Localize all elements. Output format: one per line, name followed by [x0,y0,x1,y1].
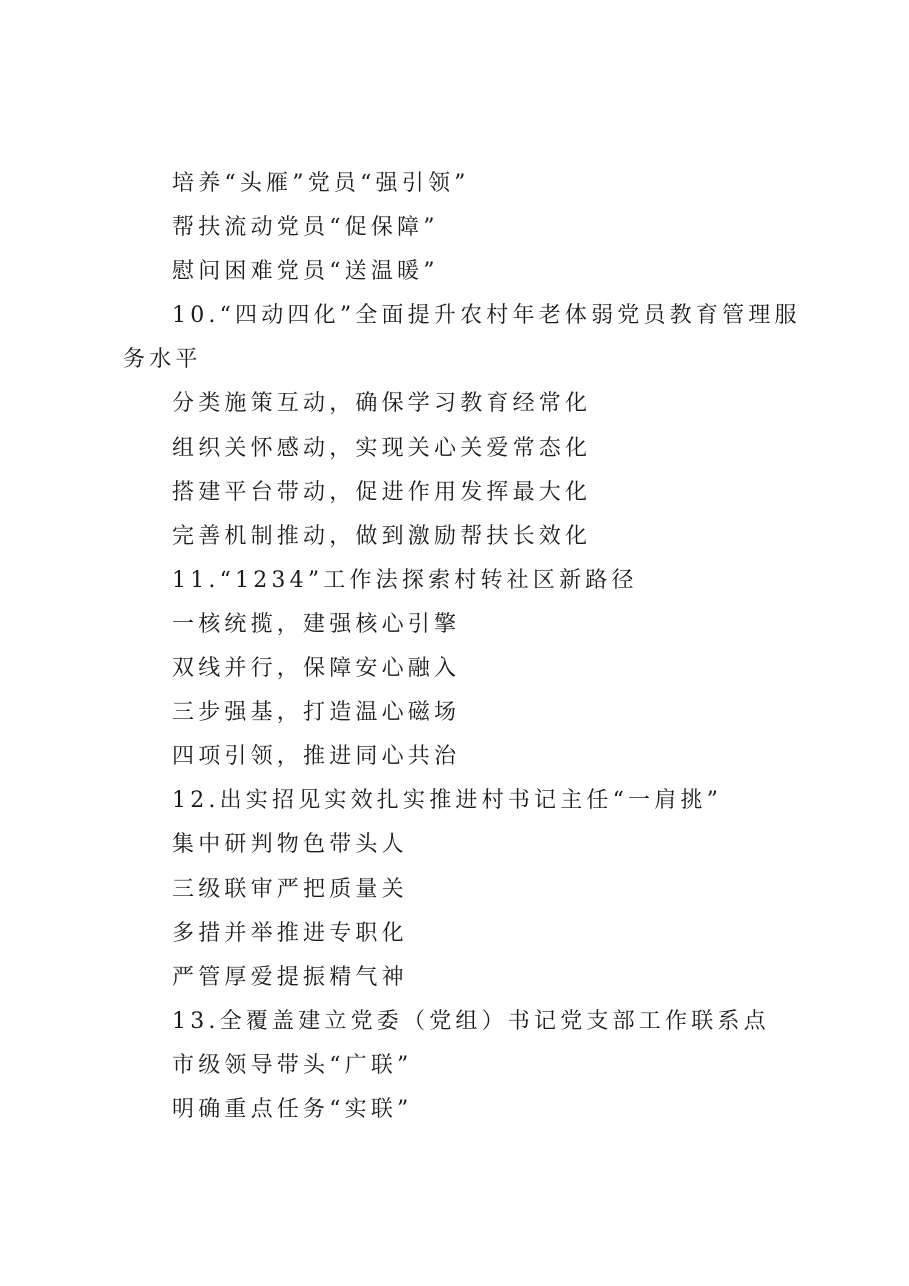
paragraph-line: 市级领导带头“广联” [172,1052,413,1078]
paragraph-line: 明确重点任务“实联” [172,1096,413,1122]
paragraph-line: 分类施策互动，确保学习教育经常化 [172,391,592,417]
paragraph-line: 多措并举推进专职化 [172,920,408,946]
section-heading: 12.出实招见实效扎实推进村书记主任“一肩挑” [172,788,723,814]
paragraph-line: 三级联审严把质量关 [172,876,408,902]
paragraph-line: 帮扶流动党员“促保障” [172,215,439,241]
paragraph-line: 严管厚爱提振精气神 [172,964,408,990]
paragraph-line: 慰问困难党员“送温暖” [172,259,439,285]
section-heading: 11.“1234”工作法探索村转社区新路径 [172,567,638,593]
paragraph-line: 组织关怀感动，实现关心关爱常态化 [172,435,592,461]
paragraph-line: 培养“头雁”党员“强引领” [172,171,470,196]
paragraph-line: 双线并行，保障安心融入 [172,656,461,682]
document-body [123,162,813,1132]
paragraph-line: 四项引领，推进同心共治 [172,744,461,770]
section-heading: 13.全覆盖建立党委（党组）书记党支部工作联系点 [172,1008,770,1034]
paragraph-line: 搭建平台带动，促进作用发挥最大化 [172,479,592,505]
paragraph-line: 三步强基，打造温心磁场 [172,700,461,726]
paragraph-line: 集中研判物色带头人 [172,832,408,858]
paragraph-line: 完善机制推动，做到激励帮扶长效化 [172,523,592,549]
paragraph-line: 一核统揽，建强核心引擎 [172,611,461,637]
section-heading: 10.“四动四化”全面提升农村年老体弱党员教育管理服务水平 [123,303,801,373]
